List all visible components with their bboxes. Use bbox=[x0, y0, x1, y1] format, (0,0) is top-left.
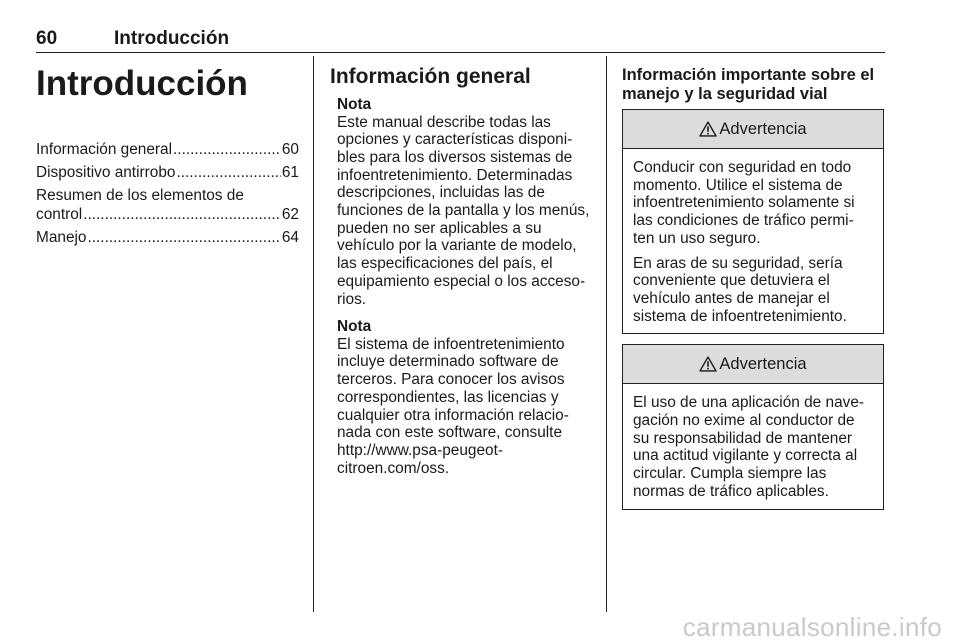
warning-box bbox=[622, 344, 884, 509]
text-line: gación no exime al conductor de bbox=[633, 412, 855, 430]
toc-entry-page: 64 bbox=[281, 229, 299, 246]
toc-entry-resumen-elementos-control[interactable] bbox=[36, 186, 299, 224]
toc-entry-page: 60 bbox=[281, 141, 299, 158]
text-line: las especificaciones del país, el bbox=[337, 255, 553, 273]
toc-entry-label: Resumen de los elementos de bbox=[36, 187, 244, 204]
warning-header bbox=[623, 345, 883, 384]
text-line: Conducir con seguridad en todo bbox=[633, 159, 852, 176]
page-number: 60 bbox=[36, 28, 58, 49]
warning-box bbox=[622, 109, 884, 334]
toc-entry-label: Dispositivo antirrobo bbox=[36, 164, 176, 181]
text-line: normas de tráfico aplicables. bbox=[633, 482, 829, 500]
table-of-contents bbox=[36, 140, 299, 247]
warning-body bbox=[623, 384, 883, 508]
warning-triangle-icon bbox=[699, 121, 717, 137]
text-line: bles para los diversos sistemas de bbox=[337, 148, 573, 166]
subsection-title bbox=[622, 66, 884, 104]
text-line: vehículo antes de manejar el bbox=[633, 289, 830, 307]
note-block bbox=[330, 96, 592, 308]
page-header bbox=[36, 28, 885, 53]
text-line: citroen.com/oss. bbox=[337, 459, 450, 477]
note-text bbox=[337, 336, 592, 478]
toc-leader-dots bbox=[173, 140, 281, 159]
chapter-column bbox=[36, 60, 299, 251]
text-line: funciones de la pantalla y los menús, bbox=[337, 202, 590, 220]
toc-entry-label: Manejo bbox=[36, 229, 87, 246]
running-title: Introducción bbox=[114, 28, 230, 49]
text-line: infoentretenimiento solamente si bbox=[633, 194, 855, 212]
note-block bbox=[330, 318, 592, 477]
warning-paragraph bbox=[633, 394, 873, 500]
toc-entry-page: 62 bbox=[281, 206, 299, 223]
text-line: rios. bbox=[337, 290, 367, 308]
safety-column bbox=[622, 60, 884, 510]
section-title: Información general bbox=[330, 65, 531, 88]
text-line: infoentretenimiento. Determinadas bbox=[337, 166, 573, 184]
text-line: pueden no ser aplicables a su bbox=[337, 219, 542, 237]
warning-title: Advertencia bbox=[719, 354, 807, 373]
warning-header bbox=[623, 110, 883, 149]
text-line: cualquier otra información relacio- bbox=[337, 406, 569, 424]
toc-entry-dispositivo-antirrobo[interactable] bbox=[36, 163, 299, 182]
text-line: su responsabilidad de mantener bbox=[633, 429, 853, 447]
toc-leader-dots bbox=[176, 163, 280, 182]
note-text bbox=[337, 114, 592, 309]
column-divider bbox=[313, 56, 314, 612]
text-line: terceros. Para conocer los avisos bbox=[337, 371, 565, 389]
text-line: El sistema de infoentretenimiento bbox=[337, 335, 565, 353]
warning-paragraph bbox=[633, 255, 873, 326]
column-divider bbox=[606, 56, 607, 612]
text-line: ten un uso seguro. bbox=[633, 229, 761, 247]
toc-leader-dots bbox=[87, 228, 280, 247]
general-info-column bbox=[330, 60, 592, 487]
warning-paragraph bbox=[633, 159, 873, 248]
text-line: una actitud vigilante y correcta al bbox=[633, 447, 858, 465]
warning-triangle-icon bbox=[699, 356, 717, 372]
text-line: http://www.psa-peugeot- bbox=[337, 441, 503, 459]
text-line: equipamiento especial o los acceso- bbox=[337, 272, 586, 290]
text-line: sistema de infoentretenimiento. bbox=[633, 307, 847, 325]
text-line: correspondientes, las licencias y bbox=[337, 388, 559, 406]
toc-entry-manejo[interactable] bbox=[36, 228, 299, 247]
text-line: incluye determinado software de bbox=[337, 353, 559, 371]
text-line: descripciones, incluidas las de bbox=[337, 184, 545, 202]
warning-title: Advertencia bbox=[719, 119, 807, 138]
note-label: Nota bbox=[337, 318, 372, 336]
text-line: Este manual describe todas las bbox=[337, 113, 551, 131]
text-line: las condiciones de tráfico permi- bbox=[633, 212, 854, 230]
subsection-title-line: Información importante sobre el bbox=[622, 66, 875, 84]
warning-body bbox=[623, 149, 883, 333]
chapter-title: Introducción bbox=[36, 64, 248, 103]
toc-entry-label-continued: control bbox=[36, 206, 83, 223]
text-line: momento. Utilice el sistema de bbox=[633, 176, 843, 194]
text-line: circular. Cumpla siempre las bbox=[633, 465, 827, 483]
toc-leader-dots bbox=[83, 205, 281, 224]
text-line: El uso de una aplicación de nave- bbox=[633, 394, 865, 412]
toc-entry-informacion-general[interactable] bbox=[36, 140, 299, 159]
toc-entry-page: 61 bbox=[281, 164, 299, 181]
text-line: conveniente que detuviera el bbox=[633, 272, 830, 290]
text-line: vehículo por la variante de modelo, bbox=[337, 237, 577, 255]
toc-entry-label: Información general bbox=[36, 141, 173, 158]
watermark: carmanualsonline.info bbox=[682, 612, 942, 642]
subsection-title-line: manejo y la seguridad vial bbox=[622, 85, 828, 103]
note-label: Nota bbox=[337, 96, 372, 113]
text-line: opciones y características disponi- bbox=[337, 131, 573, 149]
text-line: nada con este software, consulte bbox=[337, 424, 563, 442]
text-line: En aras de su seguridad, sería bbox=[633, 254, 843, 272]
